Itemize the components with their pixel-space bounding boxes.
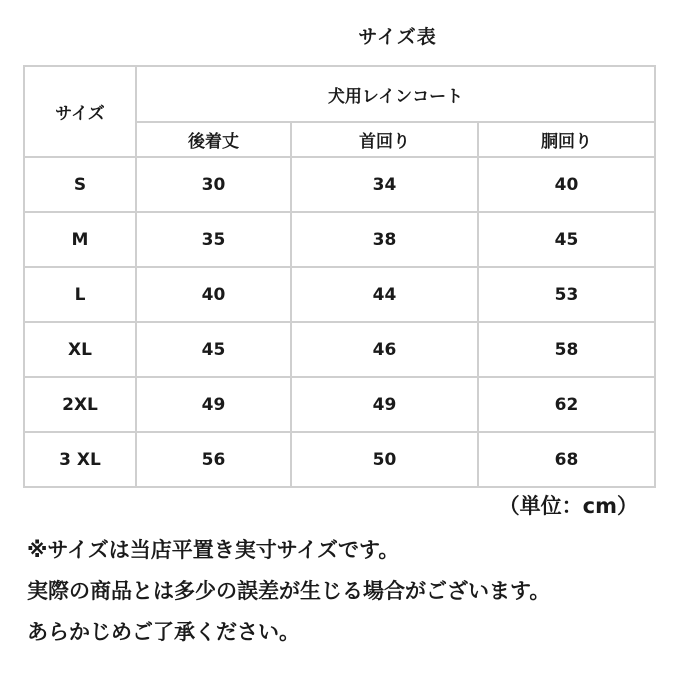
table-row: [24, 322, 655, 377]
value-cell: 58: [478, 322, 655, 377]
table-row: [24, 432, 655, 487]
table-row: [24, 377, 655, 432]
value-cell: 53: [478, 267, 655, 322]
size-cell: L: [24, 267, 136, 322]
value-cell: 40: [136, 267, 291, 322]
table-row: [24, 157, 655, 212]
table-row: [24, 212, 655, 267]
value-cell: 30: [136, 157, 291, 212]
size-column-header: サイズ: [24, 66, 136, 157]
column-header-back-length: 後着丈: [136, 122, 291, 157]
value-cell: 44: [291, 267, 478, 322]
size-cell: M: [24, 212, 136, 267]
note-line: あらかじめご了承ください。: [27, 620, 300, 644]
note-line: ※サイズは当店平置き実寸サイズです。: [27, 538, 400, 562]
size-cell: XL: [24, 322, 136, 377]
table-row: [24, 267, 655, 322]
size-cell: 2XL: [24, 377, 136, 432]
value-cell: 49: [136, 377, 291, 432]
value-cell: 68: [478, 432, 655, 487]
value-cell: 50: [291, 432, 478, 487]
column-header-neck: 首回り: [291, 122, 478, 157]
table-header-row: [24, 66, 655, 122]
value-cell: 56: [136, 432, 291, 487]
unit-note: （単位：cm）: [498, 494, 638, 518]
value-cell: 62: [478, 377, 655, 432]
note-line: 実際の商品とは多少の誤差が生じる場合がございます。: [27, 579, 551, 603]
value-cell: 34: [291, 157, 478, 212]
value-cell: 40: [478, 157, 655, 212]
value-cell: 45: [478, 212, 655, 267]
value-cell: 46: [291, 322, 478, 377]
product-group-header: 犬用レインコート: [136, 66, 655, 122]
value-cell: 35: [136, 212, 291, 267]
value-cell: 38: [291, 212, 478, 267]
size-cell: S: [24, 157, 136, 212]
value-cell: 45: [136, 322, 291, 377]
value-cell: 49: [291, 377, 478, 432]
notes-block: [27, 530, 697, 653]
size-cell: 3 XL: [24, 432, 136, 487]
size-table: [23, 65, 656, 488]
page-title: サイズ表: [358, 26, 437, 48]
column-header-chest: 胴回り: [478, 122, 655, 157]
